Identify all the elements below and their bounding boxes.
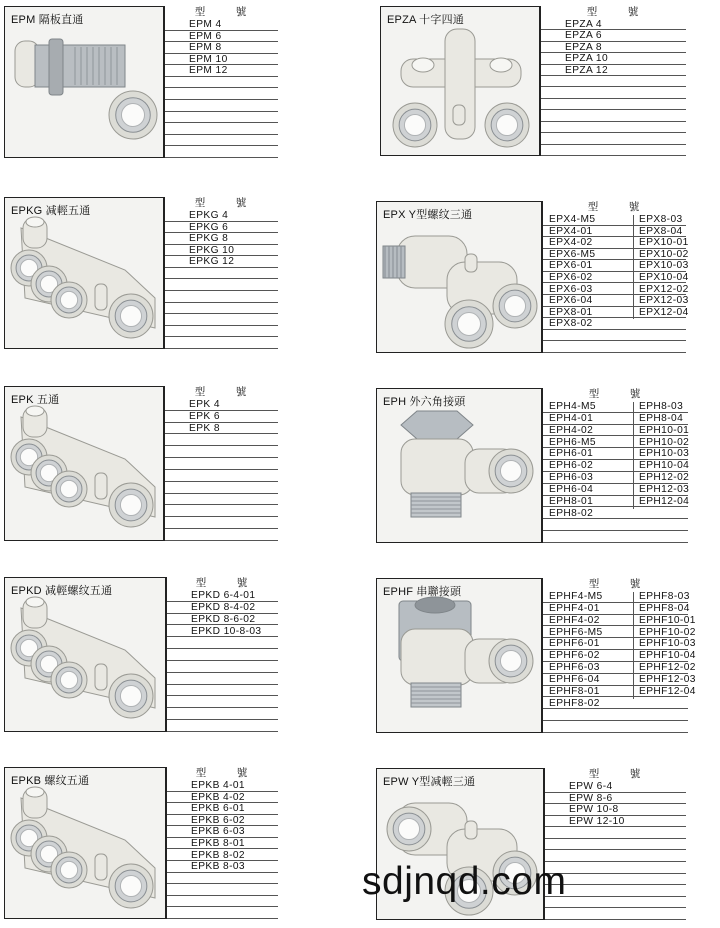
table-row: EPZA 6: [541, 30, 686, 41]
model-code: EPX10-03: [639, 260, 689, 272]
table-row: [543, 295, 689, 307]
product-photo: [376, 578, 542, 733]
model-header: 型 號: [587, 201, 650, 213]
model-header: 型 號: [194, 197, 257, 209]
epkg-fitting-illustration: [5, 198, 164, 349]
model-code: EPHF6-01: [549, 638, 600, 650]
product-photo: [376, 388, 542, 543]
model-code: EPX8-04: [639, 225, 683, 237]
epkb-fitting-illustration: [5, 768, 166, 919]
table-row: EPM 6: [165, 31, 278, 43]
table-row: [541, 145, 686, 156]
table-row: [165, 506, 278, 518]
model-code: EPH8-03: [639, 401, 684, 412]
model-code: EPX6-04: [549, 295, 593, 307]
model-code: EPHF8-04: [639, 602, 690, 614]
table-row: [165, 280, 278, 292]
model-code: EPH4-01: [549, 412, 594, 424]
epx-fitting-illustration: [377, 202, 542, 353]
model-code: EPH8-01: [549, 495, 594, 507]
table-row: EPM 10: [165, 54, 278, 66]
table-row: [543, 638, 696, 650]
model-code: EPX6-02: [549, 271, 593, 283]
model-code: EPHF6-04: [549, 673, 600, 685]
model-code: EPHF10-04: [639, 650, 696, 662]
model-code: EPX4-M5: [549, 214, 596, 225]
product-caption: EPH 外六角接頭: [383, 396, 466, 408]
table-row: [543, 472, 688, 484]
model-table: [166, 577, 278, 732]
table-row: [541, 122, 686, 133]
model-code: EPHF12-03: [639, 673, 696, 685]
product-photo: [380, 6, 540, 156]
model-code: EPHF4-M5: [549, 591, 603, 602]
table-row: [543, 448, 688, 460]
product-card-eph: [376, 388, 688, 543]
epza-fitting-illustration: [381, 7, 540, 156]
model-code: EPH6-M5: [549, 436, 596, 448]
table-row: [545, 908, 686, 920]
table-row: [167, 661, 278, 673]
epkd-fitting-illustration: [5, 578, 166, 732]
table-row: [543, 341, 686, 353]
product-caption: EPW Y型减輕三通: [383, 776, 476, 788]
table-row: [543, 484, 688, 496]
table-row: [543, 662, 696, 674]
model-code: EPH8-02: [549, 507, 594, 519]
table-row: [543, 425, 688, 437]
table-row: EPZA 4: [541, 19, 686, 30]
table-row: [167, 649, 278, 661]
table-row: [167, 708, 278, 720]
table-row: [543, 650, 696, 662]
table-row: EPKB 8-01: [167, 838, 278, 850]
table-row: [543, 721, 688, 733]
table-row: [165, 446, 278, 458]
model-header: 型 號: [588, 578, 651, 590]
table-row: [165, 291, 278, 303]
product-photo: [4, 386, 164, 541]
table-row: [543, 401, 688, 413]
model-table: [164, 197, 278, 349]
table-row: [543, 237, 689, 249]
model-table: [164, 386, 278, 541]
model-code: EPH6-01: [549, 448, 594, 460]
model-code: EPH8-04: [639, 412, 684, 424]
model-code: EPHF10-01: [639, 614, 696, 626]
model-code: EPX10-01: [639, 237, 689, 249]
model-code: EPX12-02: [639, 283, 689, 295]
table-row: [543, 508, 688, 520]
table-row: [543, 318, 686, 330]
model-code: EPX4-01: [549, 225, 593, 237]
table-row: [167, 884, 278, 896]
eph-fitting-illustration: [377, 389, 542, 543]
table-row: [543, 698, 688, 710]
table-row: [165, 435, 278, 447]
table-row: [543, 673, 696, 686]
table-row: [543, 496, 688, 508]
model-code: EPX6-M5: [549, 248, 596, 260]
table-row: [543, 709, 688, 721]
model-code: EPH12-03: [639, 483, 690, 495]
model-code: EPX12-04: [639, 306, 689, 318]
model-code: EPH12-02: [639, 472, 690, 483]
model-code: EPHF12-02: [639, 662, 696, 673]
table-row: [543, 519, 688, 531]
model-code: EPX6-03: [549, 283, 593, 295]
model-code: EPHF6-M5: [549, 626, 603, 638]
table-row: EPKB 4-02: [167, 792, 278, 804]
table-row: EPZA 12: [541, 65, 686, 76]
table-row: [543, 226, 686, 238]
table-row: [165, 268, 278, 280]
model-code: EPX8-01: [549, 306, 593, 318]
table-row: [543, 248, 689, 261]
model-code: EPX10-04: [639, 271, 689, 283]
table-row: [165, 100, 278, 112]
table-row: [543, 214, 686, 226]
model-code: EPX8-03: [639, 214, 683, 225]
product-caption: EPKG 减輕五通: [11, 205, 91, 217]
model-code: EPHF10-03: [639, 638, 696, 650]
model-table: [542, 388, 688, 543]
ephf-fitting-illustration: [377, 579, 542, 733]
model-code: EPHF6-03: [549, 662, 600, 673]
table-row: EPKG 10: [165, 245, 278, 257]
table-row: [165, 517, 278, 529]
table-row: [165, 470, 278, 482]
model-table: [164, 6, 278, 158]
table-row: [165, 123, 278, 135]
model-header: 型 號: [195, 577, 258, 589]
model-code: EPH10-03: [639, 448, 690, 460]
model-code: EPHF12-04: [639, 685, 696, 697]
table-row: EPZA 8: [541, 42, 686, 53]
model-code: EPHF4-01: [549, 602, 600, 614]
table-row: EPKG 12: [165, 256, 278, 268]
product-photo: [4, 767, 166, 919]
table-row: [541, 88, 686, 99]
table-row: [165, 89, 278, 101]
table-row: EPKB 8-02: [167, 850, 278, 862]
product-photo: [4, 197, 164, 349]
table-row: EPKB 6-02: [167, 815, 278, 827]
product-card-ephf: [376, 578, 696, 733]
model-code: EPX8-02: [549, 318, 593, 330]
table-row: [541, 76, 686, 87]
model-table: [166, 767, 278, 919]
model-header: 型 號: [588, 388, 651, 400]
product-caption: EPX Y型螺纹三通: [383, 209, 473, 221]
table-row: [167, 673, 278, 685]
table-row: [165, 337, 278, 349]
table-row: [167, 637, 278, 649]
product-card-epkb: [4, 767, 278, 919]
table-row: [543, 531, 688, 543]
model-table: [540, 6, 686, 156]
product-caption: EPM 隔板直通: [11, 14, 84, 26]
table-row: [167, 697, 278, 709]
model-header: 型 號: [194, 386, 257, 398]
table-row: [541, 99, 686, 110]
epk-fitting-illustration: [5, 387, 164, 541]
table-row: EPW 6-4: [545, 781, 686, 793]
table-row: [543, 271, 689, 284]
table-row: EPM 8: [165, 42, 278, 54]
table-row: EPKD 6-4-01: [167, 590, 278, 602]
table-row: [545, 827, 686, 839]
table-row: EPKD 10-8-03: [167, 626, 278, 638]
product-card-epx: [376, 201, 689, 353]
table-row: EPKG 6: [165, 222, 278, 234]
table-row: [543, 614, 696, 627]
model-code: EPX10-02: [639, 248, 689, 260]
table-row: [165, 326, 278, 338]
model-code: EPHF8-01: [549, 685, 600, 697]
model-code: EPHF6-02: [549, 650, 600, 662]
model-code: EPHF8-02: [549, 697, 600, 709]
table-row: [167, 873, 278, 885]
product-caption: EPK 五通: [11, 394, 60, 406]
product-caption: EPZA 十字四通: [387, 14, 464, 26]
table-row: [541, 133, 686, 144]
table-row: EPKG 8: [165, 233, 278, 245]
table-row: [165, 458, 278, 470]
product-caption: EPKD 减輕螺纹五通: [11, 585, 113, 597]
model-header: 型 號: [195, 767, 258, 779]
table-row: [165, 146, 278, 158]
product-photo: [376, 201, 542, 353]
product-photo: [4, 577, 166, 732]
table-row: EPZA 10: [541, 53, 686, 64]
table-row: [543, 330, 686, 342]
table-row: [167, 685, 278, 697]
table-row: [543, 413, 688, 425]
table-row: EPKB 8-03: [167, 861, 278, 873]
model-code: EPH10-02: [639, 436, 690, 448]
model-code: EPH4-02: [549, 424, 594, 436]
product-card-epkd: [4, 577, 278, 732]
table-row: EPKG 4: [165, 210, 278, 222]
model-code: EPX4-02: [549, 237, 593, 249]
watermark: sdjnqd.com: [362, 860, 567, 903]
model-code: EPH10-04: [639, 460, 690, 472]
model-code: EPH6-03: [549, 472, 594, 483]
table-row: EPKD 8-4-02: [167, 602, 278, 614]
table-row: [167, 720, 278, 732]
model-table: [542, 201, 689, 353]
table-row: EPK 4: [165, 399, 278, 411]
table-row: EPM 4: [165, 19, 278, 31]
product-photo: [4, 6, 164, 158]
product-caption: EPKB 螺纹五通: [11, 775, 90, 787]
model-code: EPHF4-02: [549, 614, 600, 626]
table-row: [543, 283, 689, 296]
table-row: [543, 591, 688, 603]
table-row: [543, 685, 696, 698]
column-divider: [633, 592, 634, 699]
table-row: [543, 626, 696, 639]
model-header: 型 號: [194, 6, 257, 18]
model-code: EPX6-01: [549, 260, 593, 272]
table-row: [167, 896, 278, 908]
table-row: [165, 303, 278, 315]
table-row: [165, 482, 278, 494]
model-code: EPH12-04: [639, 495, 690, 507]
product-caption: EPHF 串聯接頭: [383, 586, 462, 598]
table-row: EPK 8: [165, 423, 278, 435]
table-row: [543, 260, 689, 272]
table-row: [543, 306, 689, 319]
table-row: [165, 135, 278, 147]
table-row: [165, 529, 278, 541]
model-code: EPH6-02: [549, 460, 594, 472]
table-row: EPM 12: [165, 65, 278, 77]
table-row: EPKD 8-6-02: [167, 614, 278, 626]
model-code: EPH10-01: [639, 424, 690, 436]
table-row: [541, 110, 686, 121]
table-row: [165, 314, 278, 326]
table-row: [543, 603, 688, 615]
product-card-epza: [380, 6, 686, 156]
column-divider: [633, 215, 634, 319]
model-header: 型 號: [588, 768, 651, 780]
model-code: EPH6-04: [549, 483, 594, 495]
table-row: EPW 8-6: [545, 793, 686, 805]
model-header: 型 號: [586, 6, 649, 18]
table-row: [167, 907, 278, 919]
table-row: EPW 10-8: [545, 804, 686, 816]
product-card-epm: [4, 6, 278, 158]
product-card-epk: [4, 386, 278, 541]
table-row: [165, 77, 278, 89]
model-code: EPHF10-02: [639, 626, 696, 638]
product-card-epkg: [4, 197, 278, 349]
model-table: [542, 578, 696, 733]
table-row: [165, 494, 278, 506]
table-row: EPKB 6-01: [167, 803, 278, 815]
table-row: [543, 460, 688, 472]
epm-fitting-illustration: [5, 7, 164, 158]
table-row: EPKB 4-01: [167, 780, 278, 792]
model-code: EPX12-03: [639, 295, 689, 307]
table-row: EPW 12-10: [545, 816, 686, 828]
table-row: [545, 839, 686, 851]
model-code: EPH4-M5: [549, 401, 596, 412]
table-row: EPKB 6-03: [167, 826, 278, 838]
table-row: EPK 6: [165, 411, 278, 423]
table-row: [165, 112, 278, 124]
column-divider: [633, 402, 634, 509]
model-code: EPHF8-03: [639, 591, 690, 602]
table-row: [543, 437, 688, 449]
